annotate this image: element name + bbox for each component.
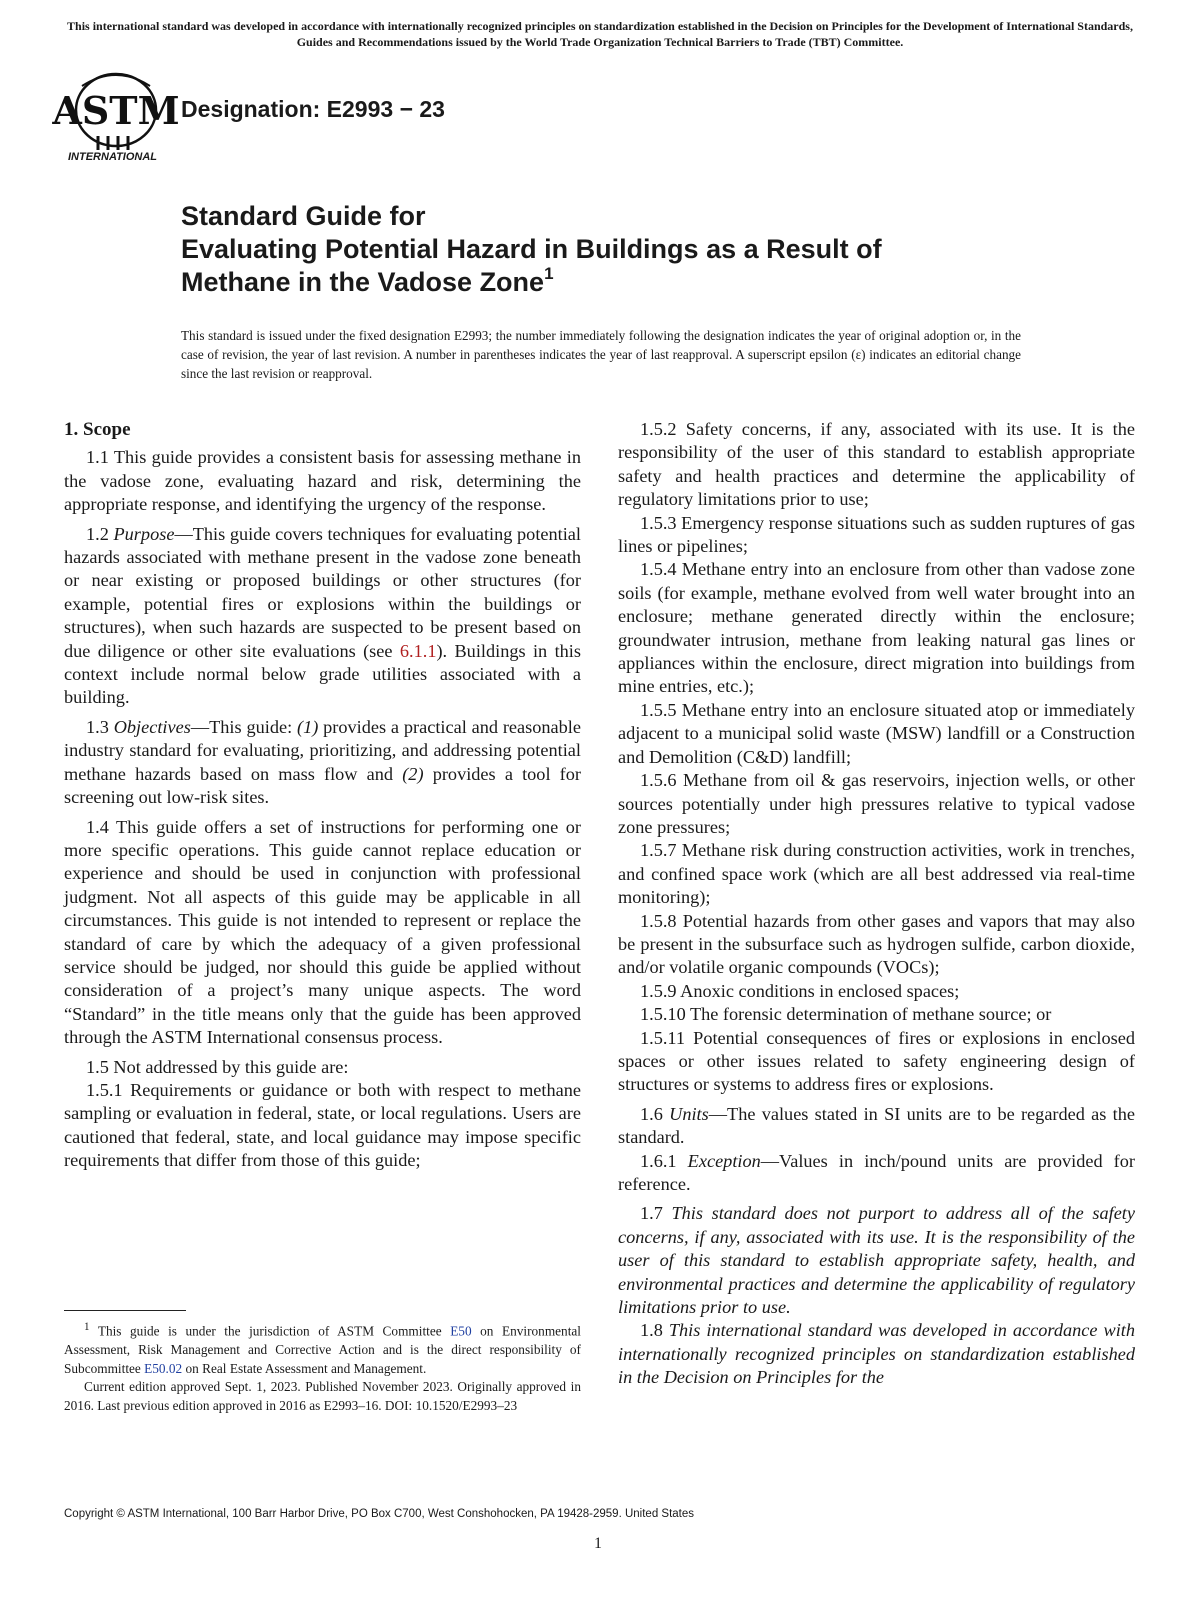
title-footnote-mark: 1 <box>544 264 554 283</box>
title-line-3 <box>181 266 1081 299</box>
para-1-3 <box>64 716 581 810</box>
para-1-5: 1.5 Not addressed by this guide are: <box>86 1056 349 1077</box>
copyright-notice: Copyright © ASTM International, 100 Barr Harbor Drive, PO Box C700, West Conshohocken, PA 19428-2959. United States <box>64 1508 695 1520</box>
right-column <box>618 418 1135 1396</box>
para-1-4: 1.4 This guide offers a set of instructions for performing one or more specific operations. This guide cannot replace education or experience and should be used in conjunction with professional judgment. Not all aspects of this guide may be applicable in all circumstances. This guide is not intended to represent or replace the standard of care by which the adequacy of a given professional service should be judged, nor should this guide be applied without consideration of a project’s many unique aspects. The word “Standard” in the title means only that the guide has been approved through the ASTM International consensus process. <box>64 816 581 1048</box>
para-1-5-5: 1.5.5 Methane entry into an enclosure situated atop or immediately adjacent to a municipal solid waste (MSW) landfill or a Construction and Demolition (C&D) landfill; <box>618 699 1135 767</box>
para-label: Units <box>669 1103 709 1124</box>
para-1-5-9: 1.5.9 Anoxic conditions in enclosed spaces; <box>640 980 960 1001</box>
footnote-text: on Real Estate Assessment and Management. <box>182 1360 427 1376</box>
para-1-6-1 <box>618 1150 1135 1197</box>
para-1-8 <box>618 1319 1135 1389</box>
committee-link[interactable]: E50 <box>450 1323 472 1339</box>
para-1-2 <box>64 523 581 710</box>
para-1-5-10: 1.5.10 The forensic determination of methane source; or <box>640 1004 1052 1025</box>
para-label: Purpose <box>113 523 175 544</box>
left-column <box>64 418 581 1179</box>
para-text: —This guide covers techniques for evaluating potential hazards associated with methane present in the vadose zone beneath or near existing or proposed buildings or other structures (for example, potential fires or explosions within the buildings or structures), when such hazards are suspected to be present based on due diligence or other site evaluations (see <box>64 523 581 661</box>
para-number: 1.6 <box>640 1103 670 1124</box>
para-number: 1.8 <box>640 1320 669 1341</box>
page-number: 1 <box>594 1535 602 1552</box>
footnote-jurisdiction <box>64 1318 581 1378</box>
para-text: provides a tool for screening out low-risk sites. <box>64 763 581 808</box>
para-1-5-6: 1.5.6 Methane from oil & gas reservoirs, injection wells, or other sources potentially under high pressures relative to typical vadose zone pressures; <box>618 770 1135 837</box>
designation: Designation: E2993 − 23 <box>181 96 445 122</box>
para-text: —The values stated in SI units are to be regarded as the standard. <box>618 1103 1135 1148</box>
para-1-1: 1.1 This guide provides a consistent basis for assessing methane in the vadose zone, evaluating hazard and risk, determining the appropriate response, and identifying the urgency of the response. <box>64 447 581 515</box>
para-1-5-11: 1.5.11 Potential consequences of fires or explosions in enclosed spaces or other issues related to safety engineering design of structures or systems to address fires or explosions. <box>618 1027 1135 1095</box>
para-1-5-8: 1.5.8 Potential hazards from other gases and vapors that may also be present in the subsurface such as hydrogen sulfide, carbon dioxide, and/or volatile organic compounds (VOCs); <box>618 910 1135 978</box>
para-text: ). Buildings in this context include normal below grade utilities associated with a building. <box>64 640 581 708</box>
logo-caption: INTERNATIONAL <box>68 151 158 163</box>
section-heading-scope: 1. Scope <box>64 419 131 440</box>
issued-note: This standard is issued under the fixed designation E2993; the number immediately following the designation indicates the year of original adoption or, in the case of revision, the year of last revision. A number in parentheses indicates the year of last reapproval. A superscript epsilon (ε) indicates an editorial change since the last revision or reapproval. <box>181 328 1021 381</box>
para-text: —This guide: <box>190 716 297 737</box>
para-number: 1.3 <box>86 716 114 737</box>
logo-letters: ASTM <box>52 88 180 133</box>
section-reference-link[interactable]: 6.1.1 <box>399 640 437 661</box>
para-label: Objectives <box>113 716 191 737</box>
para-number: 1.2 <box>86 523 114 544</box>
footnote-mark: 1 <box>84 1321 90 1333</box>
subcommittee-link[interactable]: E50.02 <box>144 1360 183 1376</box>
para-1-5-7: 1.5.7 Methane risk during construction activities, work in trenches, and confined space work (which are all best addressed via real-time monitoring); <box>618 840 1135 908</box>
list-marker: (2) <box>402 763 424 784</box>
footnote <box>64 1318 581 1415</box>
para-1-5-2: 1.5.2 Safety concerns, if any, associated with its use. It is the responsibility of the user of this standard to establish appropriate safety and health practices and determine the applicability of regulatory limitations prior to use; <box>618 419 1135 510</box>
wto-notice: This international standard was developed in accordance with internationally recognized principles on standardization established in the Decision on Principles for the Development of International Standards, Guides and Recommendations issued by the World Trade Organization Technical Barriers to Trade (TBT) Committee. <box>67 19 1133 49</box>
title-line-1: Standard Guide for <box>181 201 426 231</box>
para-text: This international standard was developed in accordance with internationally recognized principles on standardization established in the Decision on Principles for the <box>618 1320 1136 1388</box>
footnote-text: This guide is under the jurisdiction of ASTM Committee <box>89 1323 451 1339</box>
footnote-divider <box>64 1310 186 1311</box>
para-text: —Values in inch/pound units are provided for reference. <box>618 1150 1135 1194</box>
title-line-3-text: Methane in the Vadose Zone <box>181 267 545 297</box>
para-text: This standard does not purport to address all of the safety concerns, if any, associated with its use. It is the responsibility of the user of this standard to establish appropriate safety, health, and environmental practices and determine the applicability of regulatory limitations prior to use. <box>618 1203 1136 1318</box>
footnote-text: on Environmental Assessment, Risk Management and Corrective Action and is the direct responsibility of Subcommittee <box>64 1323 581 1376</box>
para-1-5-3: 1.5.3 Emergency response situations such as sudden ruptures of gas lines or pipelines; <box>618 512 1135 557</box>
para-1-5-1: 1.5.1 Requirements or guidance or both with respect to methane sampling or evaluation in federal, state, or local regulations. Users are cautioned that federal, state, and local guidance may impose specific requirements that differ from those of this guide; <box>64 1079 581 1171</box>
para-1-6 <box>618 1103 1135 1150</box>
para-number: 1.6.1 <box>640 1150 688 1171</box>
title-line-2: Evaluating Potential Hazard in Buildings as a Result of <box>181 234 882 264</box>
para-label: Exception <box>687 1150 761 1171</box>
para-1-7 <box>618 1202 1135 1319</box>
footnote-edition: Current edition approved Sept. 1, 2023. Published November 2023. Originally approved in 2016. Last previous edition approved in 2016 as E2993–16. DOI: 10.1520/E2993–23 <box>64 1379 581 1413</box>
document-title <box>181 200 1081 299</box>
para-number: 1.7 <box>640 1203 672 1224</box>
list-marker: (1) <box>296 716 319 737</box>
para-text: provides a practical and reasonable industry standard for evaluating, prioritizing, and addressing potential methane hazards based on mass flow and <box>64 716 582 784</box>
para-1-5-4: 1.5.4 Methane entry into an enclosure from other than vadose zone soils (for example, methane evolved from well water brought into an enclosure; methane generated directly within the enclosure; groundwater intrusion, methane from leaking natural gas lines or appliances within the enclosure, direct migration into buildings from mine entries, etc.); <box>618 559 1135 697</box>
